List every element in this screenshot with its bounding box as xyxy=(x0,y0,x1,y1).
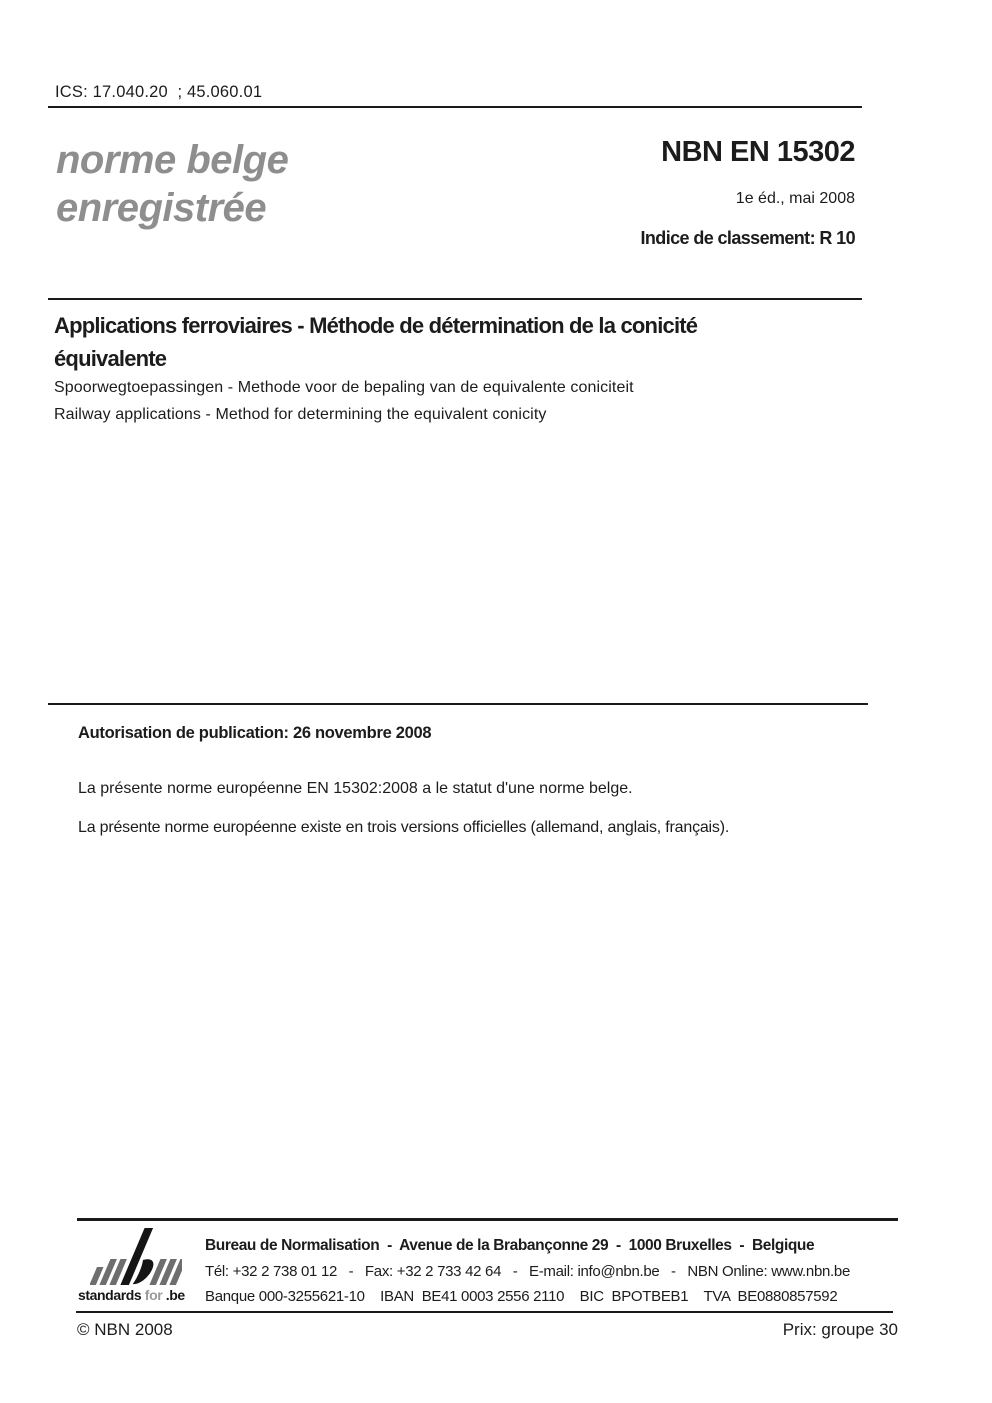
title-english: Railway applications - Method for determining the equivalent conicity xyxy=(54,406,547,423)
logo-letter-b xyxy=(120,1228,169,1285)
publisher-contact-line: Tél: +32 2 738 01 12 - Fax: +32 2 733 42 64 - E-mail: info@nbn.be - NBN Online: www.nbn.be xyxy=(205,1262,850,1280)
nbn-logo-icon xyxy=(90,1227,182,1289)
price-group: Prix: groupe 30 xyxy=(782,1320,898,1339)
edition-date: 1e éd., mai 2008 xyxy=(735,190,855,207)
publisher-bank-line: Banque 000-3255621-10 IBAN BE41 0003 2556 2110 BIC BPOTBEB1 TVA BE0880857592 xyxy=(205,1288,838,1305)
title-french xyxy=(54,310,697,375)
document-type-label xyxy=(56,136,288,232)
ics-codes: ICS: 17.040.20 ; 45.060.01 xyxy=(55,83,263,101)
header-top-rule xyxy=(48,106,862,108)
logo-letter-n-right xyxy=(149,1259,182,1285)
standard-number: NBN EN 15302 xyxy=(661,136,855,168)
tagline-be: .be xyxy=(165,1287,185,1303)
title-dutch: Spoorwegtoepassingen - Methode voor de bepaling van de equivalente coniciteit xyxy=(54,379,634,396)
document-type-line2: enregistrée xyxy=(56,186,267,230)
copyright-notice: © NBN 2008 xyxy=(77,1320,173,1339)
classification-index: Indice de classement: R 10 xyxy=(640,228,855,248)
publication-authorization-heading: Autorisation de publication: 26 novembre 2008 xyxy=(78,724,432,742)
footer-bottom-rule xyxy=(76,1311,893,1313)
tagline-for: for xyxy=(141,1287,166,1303)
footer-top-rule xyxy=(77,1218,898,1221)
logo-tagline xyxy=(78,1287,198,1303)
title-french-line2: équivalente xyxy=(54,345,167,371)
title-block-rule xyxy=(48,298,862,300)
status-paragraph: La présente norme européenne EN 15302:2008 a le statut d'une norme belge. xyxy=(78,780,633,797)
tagline-standards: standards xyxy=(78,1287,142,1303)
publisher-address-line: Bureau de Normalisation - Avenue de la Brabançonne 29 - 1000 Bruxelles - Belgique xyxy=(205,1237,815,1254)
versions-paragraph: La présente norme européenne existe en trois versions officielles (allemand, anglais, français). xyxy=(78,819,730,836)
logo-letter-n-left xyxy=(90,1259,127,1285)
authorization-rule xyxy=(48,703,868,705)
publisher-info xyxy=(205,1233,850,1310)
document-type-line1: norme belge xyxy=(56,138,289,182)
title-french-line1: Applications ferroviaires - Méthode de détermination de la conicité xyxy=(54,313,698,338)
